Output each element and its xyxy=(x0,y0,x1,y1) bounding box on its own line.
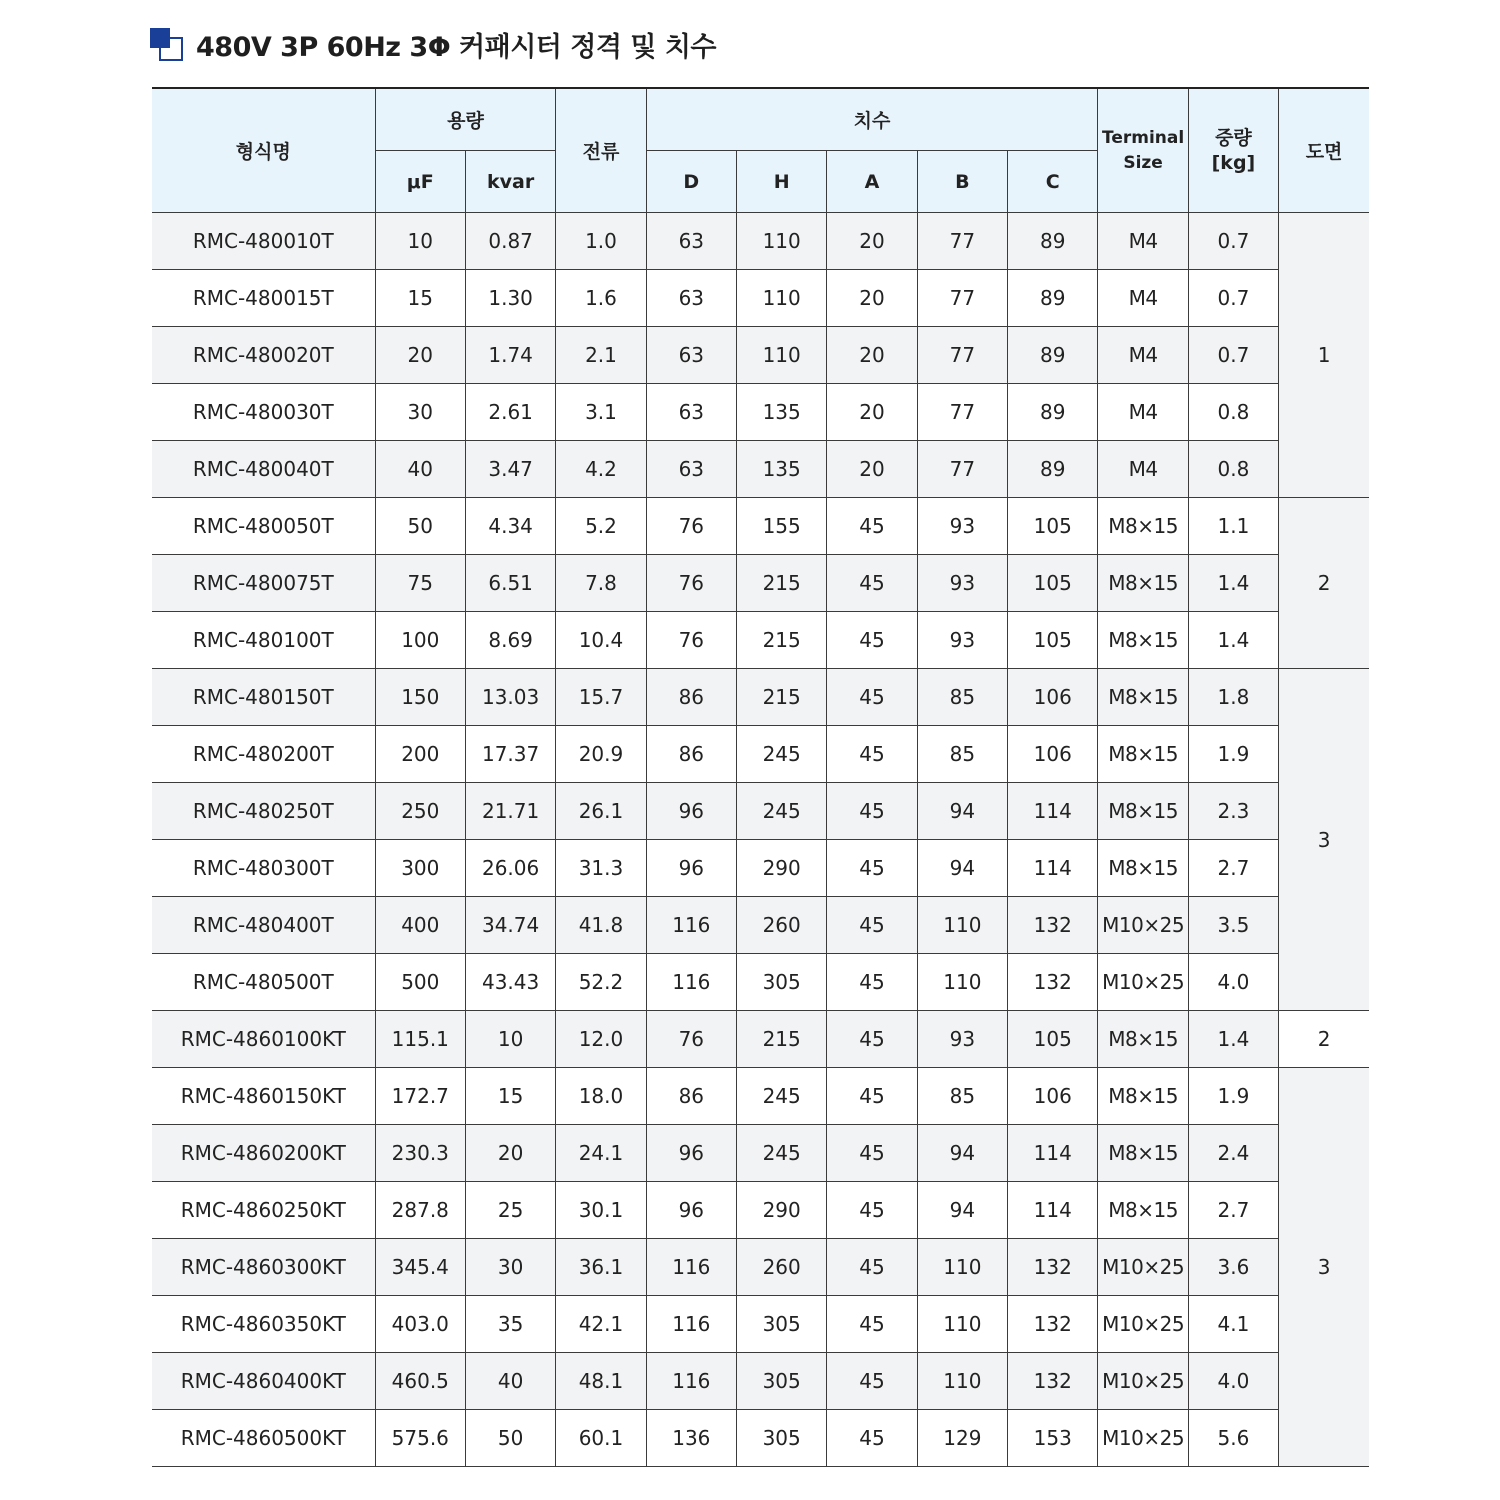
header-current: 전류 xyxy=(556,88,646,213)
cell-kvar: 2.61 xyxy=(465,384,555,441)
table-row xyxy=(152,498,1369,555)
cell-d: 76 xyxy=(646,498,736,555)
cell-terminal: M8×15 xyxy=(1098,1182,1188,1239)
cell-current: 1.6 xyxy=(556,270,646,327)
cell-d: 96 xyxy=(646,840,736,897)
cell-kvar: 13.03 xyxy=(465,669,555,726)
cell-drawing: 2 xyxy=(1279,1011,1369,1068)
cell-terminal: M4 xyxy=(1098,441,1188,498)
table-row xyxy=(152,840,1369,897)
table-row xyxy=(152,1239,1369,1296)
cell-weight: 1.4 xyxy=(1188,1011,1278,1068)
cell-weight: 2.7 xyxy=(1188,840,1278,897)
header-c: C xyxy=(1008,151,1098,213)
cell-model: RMC-480300T xyxy=(152,840,375,897)
cell-current: 18.0 xyxy=(556,1068,646,1125)
cell-model: RMC-480500T xyxy=(152,954,375,1011)
cell-a: 45 xyxy=(827,1353,917,1410)
cell-current: 20.9 xyxy=(556,726,646,783)
cell-h: 110 xyxy=(736,270,826,327)
header-terminal-line2: Size xyxy=(1123,152,1163,173)
cell-drawing: 3 xyxy=(1279,669,1369,1011)
table-row xyxy=(152,783,1369,840)
cell-weight: 1.9 xyxy=(1188,1068,1278,1125)
cell-model: RMC-480015T xyxy=(152,270,375,327)
cell-b: 94 xyxy=(917,783,1007,840)
cell-a: 20 xyxy=(827,384,917,441)
cell-weight: 0.7 xyxy=(1188,327,1278,384)
table-row xyxy=(152,1296,1369,1353)
cell-kvar: 6.51 xyxy=(465,555,555,612)
cell-d: 86 xyxy=(646,1068,736,1125)
header-weight-line2: [kg] xyxy=(1211,151,1256,174)
table-row xyxy=(152,1125,1369,1182)
cell-weight: 1.8 xyxy=(1188,669,1278,726)
cell-a: 45 xyxy=(827,612,917,669)
table-row xyxy=(152,897,1369,954)
cell-drawing: 1 xyxy=(1279,213,1369,498)
cell-h: 110 xyxy=(736,327,826,384)
cell-b: 94 xyxy=(917,1125,1007,1182)
cell-current: 52.2 xyxy=(556,954,646,1011)
cell-a: 45 xyxy=(827,1239,917,1296)
cell-terminal: M10×25 xyxy=(1098,1353,1188,1410)
cell-terminal: M8×15 xyxy=(1098,1011,1188,1068)
cell-terminal: M10×25 xyxy=(1098,1296,1188,1353)
cell-uf: 75 xyxy=(375,555,465,612)
cell-c: 114 xyxy=(1008,783,1098,840)
cell-uf: 100 xyxy=(375,612,465,669)
cell-b: 93 xyxy=(917,612,1007,669)
cell-model: RMC-4860350KT xyxy=(152,1296,375,1353)
cell-c: 106 xyxy=(1008,1068,1098,1125)
cell-uf: 20 xyxy=(375,327,465,384)
cell-h: 215 xyxy=(736,612,826,669)
cell-d: 63 xyxy=(646,213,736,270)
table-row xyxy=(152,270,1369,327)
table-row xyxy=(152,1011,1369,1068)
cell-kvar: 40 xyxy=(465,1353,555,1410)
cell-model: RMC-480020T xyxy=(152,327,375,384)
cell-uf: 115.1 xyxy=(375,1011,465,1068)
cell-a: 45 xyxy=(827,783,917,840)
table-row xyxy=(152,384,1369,441)
cell-b: 85 xyxy=(917,726,1007,783)
cell-model: RMC-4860150KT xyxy=(152,1068,375,1125)
cell-weight: 1.9 xyxy=(1188,726,1278,783)
cell-b: 110 xyxy=(917,1239,1007,1296)
cell-kvar: 1.30 xyxy=(465,270,555,327)
cell-a: 45 xyxy=(827,840,917,897)
cell-b: 94 xyxy=(917,1182,1007,1239)
cell-d: 63 xyxy=(646,384,736,441)
cell-current: 36.1 xyxy=(556,1239,646,1296)
cell-a: 45 xyxy=(827,1182,917,1239)
cell-b: 77 xyxy=(917,270,1007,327)
cell-terminal: M8×15 xyxy=(1098,555,1188,612)
cell-terminal: M10×25 xyxy=(1098,897,1188,954)
cell-b: 110 xyxy=(917,954,1007,1011)
table-row xyxy=(152,327,1369,384)
cell-terminal: M8×15 xyxy=(1098,726,1188,783)
cell-b: 110 xyxy=(917,897,1007,954)
cell-h: 245 xyxy=(736,1068,826,1125)
cell-terminal: M8×15 xyxy=(1098,1125,1188,1182)
cell-kvar: 10 xyxy=(465,1011,555,1068)
cell-model: RMC-480200T xyxy=(152,726,375,783)
cell-kvar: 35 xyxy=(465,1296,555,1353)
table-row xyxy=(152,726,1369,783)
cell-terminal: M4 xyxy=(1098,213,1188,270)
cell-kvar: 43.43 xyxy=(465,954,555,1011)
cell-d: 116 xyxy=(646,954,736,1011)
cell-b: 93 xyxy=(917,1011,1007,1068)
cell-model: RMC-480100T xyxy=(152,612,375,669)
cell-model: RMC-480040T xyxy=(152,441,375,498)
cell-c: 89 xyxy=(1008,270,1098,327)
cell-b: 85 xyxy=(917,1068,1007,1125)
cell-a: 45 xyxy=(827,726,917,783)
header-terminal-size xyxy=(1098,88,1188,213)
table-row xyxy=(152,612,1369,669)
cell-kvar: 20 xyxy=(465,1125,555,1182)
cell-terminal: M4 xyxy=(1098,384,1188,441)
cell-uf: 230.3 xyxy=(375,1125,465,1182)
cell-model: RMC-480075T xyxy=(152,555,375,612)
table-row xyxy=(152,555,1369,612)
cell-current: 7.8 xyxy=(556,555,646,612)
cell-kvar: 0.87 xyxy=(465,213,555,270)
cell-uf: 403.0 xyxy=(375,1296,465,1353)
cell-d: 76 xyxy=(646,612,736,669)
cell-terminal: M4 xyxy=(1098,270,1188,327)
cell-model: RMC-4860400KT xyxy=(152,1353,375,1410)
cell-kvar: 26.06 xyxy=(465,840,555,897)
cell-a: 20 xyxy=(827,327,917,384)
cell-b: 77 xyxy=(917,441,1007,498)
cell-model: RMC-4860300KT xyxy=(152,1239,375,1296)
cell-current: 4.2 xyxy=(556,441,646,498)
cell-d: 76 xyxy=(646,555,736,612)
cell-weight: 2.7 xyxy=(1188,1182,1278,1239)
cell-d: 76 xyxy=(646,1011,736,1068)
table-row xyxy=(152,213,1369,270)
cell-weight: 4.1 xyxy=(1188,1296,1278,1353)
header-weight-line1: 중량 xyxy=(1215,126,1252,149)
cell-kvar: 15 xyxy=(465,1068,555,1125)
header-model: 형식명 xyxy=(152,88,375,213)
cell-terminal: M10×25 xyxy=(1098,954,1188,1011)
cell-current: 26.1 xyxy=(556,783,646,840)
cell-terminal: M4 xyxy=(1098,327,1188,384)
cell-c: 132 xyxy=(1008,1239,1098,1296)
header-kvar: kvar xyxy=(465,151,555,213)
cell-uf: 15 xyxy=(375,270,465,327)
cell-b: 85 xyxy=(917,669,1007,726)
cell-c: 106 xyxy=(1008,726,1098,783)
cell-c: 132 xyxy=(1008,1353,1098,1410)
cell-b: 94 xyxy=(917,840,1007,897)
cell-weight: 1.4 xyxy=(1188,555,1278,612)
cell-c: 89 xyxy=(1008,384,1098,441)
cell-c: 89 xyxy=(1008,213,1098,270)
cell-h: 215 xyxy=(736,669,826,726)
page-title-bar xyxy=(150,24,716,64)
cell-c: 105 xyxy=(1008,555,1098,612)
cell-h: 245 xyxy=(736,783,826,840)
cell-weight: 0.7 xyxy=(1188,270,1278,327)
cell-kvar: 3.47 xyxy=(465,441,555,498)
cell-uf: 172.7 xyxy=(375,1068,465,1125)
cell-h: 305 xyxy=(736,954,826,1011)
cell-weight: 3.5 xyxy=(1188,897,1278,954)
cell-model: RMC-4860200KT xyxy=(152,1125,375,1182)
cell-d: 116 xyxy=(646,897,736,954)
table-row xyxy=(152,1068,1369,1125)
table-row xyxy=(152,1182,1369,1239)
cell-b: 93 xyxy=(917,498,1007,555)
cell-d: 63 xyxy=(646,327,736,384)
cell-h: 110 xyxy=(736,213,826,270)
header-uf: μF xyxy=(375,151,465,213)
cell-uf: 500 xyxy=(375,954,465,1011)
cell-current: 12.0 xyxy=(556,1011,646,1068)
cell-model: RMC-480050T xyxy=(152,498,375,555)
cell-h: 215 xyxy=(736,555,826,612)
cell-b: 110 xyxy=(917,1353,1007,1410)
cell-terminal: M10×25 xyxy=(1098,1410,1188,1467)
cell-uf: 460.5 xyxy=(375,1353,465,1410)
cell-d: 116 xyxy=(646,1239,736,1296)
cell-h: 305 xyxy=(736,1353,826,1410)
cell-current: 1.0 xyxy=(556,213,646,270)
cell-model: RMC-4860100KT xyxy=(152,1011,375,1068)
cell-b: 110 xyxy=(917,1296,1007,1353)
cell-c: 153 xyxy=(1008,1410,1098,1467)
cell-current: 48.1 xyxy=(556,1353,646,1410)
cell-terminal: M8×15 xyxy=(1098,783,1188,840)
cell-h: 135 xyxy=(736,384,826,441)
cell-kvar: 30 xyxy=(465,1239,555,1296)
cell-weight: 2.4 xyxy=(1188,1125,1278,1182)
cell-h: 155 xyxy=(736,498,826,555)
cell-a: 45 xyxy=(827,897,917,954)
table-row xyxy=(152,954,1369,1011)
cell-uf: 150 xyxy=(375,669,465,726)
cell-model: RMC-480400T xyxy=(152,897,375,954)
cell-weight: 0.8 xyxy=(1188,384,1278,441)
header-h: H xyxy=(736,151,826,213)
cell-current: 60.1 xyxy=(556,1410,646,1467)
cell-weight: 1.4 xyxy=(1188,612,1278,669)
cell-kvar: 1.74 xyxy=(465,327,555,384)
cell-kvar: 50 xyxy=(465,1410,555,1467)
cell-d: 86 xyxy=(646,669,736,726)
cell-h: 260 xyxy=(736,1239,826,1296)
cell-a: 45 xyxy=(827,1011,917,1068)
header-drawing: 도면 xyxy=(1279,88,1369,213)
cell-model: RMC-4860500KT xyxy=(152,1410,375,1467)
cell-current: 24.1 xyxy=(556,1125,646,1182)
cell-h: 135 xyxy=(736,441,826,498)
cell-weight: 2.3 xyxy=(1188,783,1278,840)
cell-c: 114 xyxy=(1008,1125,1098,1182)
cell-current: 10.4 xyxy=(556,612,646,669)
cell-a: 45 xyxy=(827,1125,917,1182)
cell-a: 45 xyxy=(827,1068,917,1125)
cell-weight: 0.7 xyxy=(1188,213,1278,270)
cell-current: 2.1 xyxy=(556,327,646,384)
cell-h: 245 xyxy=(736,1125,826,1182)
cell-model: RMC-4860250KT xyxy=(152,1182,375,1239)
cell-c: 89 xyxy=(1008,327,1098,384)
cell-c: 105 xyxy=(1008,498,1098,555)
cell-d: 63 xyxy=(646,270,736,327)
cell-kvar: 25 xyxy=(465,1182,555,1239)
cell-d: 136 xyxy=(646,1410,736,1467)
cell-c: 132 xyxy=(1008,897,1098,954)
cell-h: 260 xyxy=(736,897,826,954)
cell-uf: 345.4 xyxy=(375,1239,465,1296)
page-title: 480V 3P 60Hz 3Φ 커패시터 정격 및 치수 xyxy=(196,31,716,63)
cell-a: 20 xyxy=(827,270,917,327)
table-body xyxy=(152,213,1369,1467)
capacitor-spec-table xyxy=(152,87,1369,1467)
cell-a: 20 xyxy=(827,441,917,498)
cell-a: 45 xyxy=(827,1410,917,1467)
cell-b: 129 xyxy=(917,1410,1007,1467)
cell-uf: 40 xyxy=(375,441,465,498)
cell-kvar: 17.37 xyxy=(465,726,555,783)
cell-b: 93 xyxy=(917,555,1007,612)
cell-weight: 4.0 xyxy=(1188,1353,1278,1410)
cell-c: 132 xyxy=(1008,1296,1098,1353)
cell-uf: 10 xyxy=(375,213,465,270)
cell-terminal: M8×15 xyxy=(1098,840,1188,897)
cell-kvar: 8.69 xyxy=(465,612,555,669)
cell-weight: 0.8 xyxy=(1188,441,1278,498)
cell-d: 116 xyxy=(646,1296,736,1353)
cell-current: 42.1 xyxy=(556,1296,646,1353)
cell-weight: 4.0 xyxy=(1188,954,1278,1011)
cell-a: 45 xyxy=(827,669,917,726)
title-square-fill xyxy=(150,28,170,48)
cell-c: 114 xyxy=(1008,1182,1098,1239)
cell-weight: 5.6 xyxy=(1188,1410,1278,1467)
cell-d: 96 xyxy=(646,1125,736,1182)
cell-d: 63 xyxy=(646,441,736,498)
cell-c: 132 xyxy=(1008,954,1098,1011)
cell-uf: 575.6 xyxy=(375,1410,465,1467)
cell-uf: 30 xyxy=(375,384,465,441)
cell-b: 77 xyxy=(917,327,1007,384)
cell-h: 215 xyxy=(736,1011,826,1068)
table-row xyxy=(152,1353,1369,1410)
cell-drawing: 2 xyxy=(1279,498,1369,669)
cell-a: 45 xyxy=(827,555,917,612)
cell-a: 45 xyxy=(827,1296,917,1353)
title-square-icon xyxy=(150,28,182,60)
cell-c: 114 xyxy=(1008,840,1098,897)
cell-current: 3.1 xyxy=(556,384,646,441)
table-row xyxy=(152,1410,1369,1467)
cell-terminal: M8×15 xyxy=(1098,1068,1188,1125)
cell-uf: 287.8 xyxy=(375,1182,465,1239)
header-dimensions: 치수 xyxy=(646,88,1098,151)
cell-uf: 200 xyxy=(375,726,465,783)
cell-current: 15.7 xyxy=(556,669,646,726)
cell-uf: 250 xyxy=(375,783,465,840)
header-weight xyxy=(1188,88,1278,213)
cell-a: 20 xyxy=(827,213,917,270)
cell-kvar: 34.74 xyxy=(465,897,555,954)
cell-current: 31.3 xyxy=(556,840,646,897)
cell-d: 96 xyxy=(646,783,736,840)
cell-h: 305 xyxy=(736,1410,826,1467)
cell-model: RMC-480030T xyxy=(152,384,375,441)
cell-weight: 1.1 xyxy=(1188,498,1278,555)
cell-c: 105 xyxy=(1008,1011,1098,1068)
cell-d: 116 xyxy=(646,1353,736,1410)
cell-uf: 400 xyxy=(375,897,465,954)
cell-b: 77 xyxy=(917,384,1007,441)
cell-current: 30.1 xyxy=(556,1182,646,1239)
cell-uf: 50 xyxy=(375,498,465,555)
header-terminal-line1: Terminal xyxy=(1101,127,1185,148)
cell-c: 89 xyxy=(1008,441,1098,498)
cell-c: 106 xyxy=(1008,669,1098,726)
header-capacity: 용량 xyxy=(375,88,556,151)
cell-terminal: M8×15 xyxy=(1098,669,1188,726)
cell-h: 290 xyxy=(736,1182,826,1239)
cell-h: 290 xyxy=(736,840,826,897)
cell-h: 305 xyxy=(736,1296,826,1353)
cell-uf: 300 xyxy=(375,840,465,897)
table-row xyxy=(152,669,1369,726)
cell-terminal: M8×15 xyxy=(1098,612,1188,669)
cell-terminal: M10×25 xyxy=(1098,1239,1188,1296)
cell-terminal: M8×15 xyxy=(1098,498,1188,555)
header-a: A xyxy=(827,151,917,213)
cell-model: RMC-480010T xyxy=(152,213,375,270)
cell-current: 41.8 xyxy=(556,897,646,954)
cell-weight: 3.6 xyxy=(1188,1239,1278,1296)
cell-d: 96 xyxy=(646,1182,736,1239)
cell-drawing: 3 xyxy=(1279,1068,1369,1467)
cell-current: 5.2 xyxy=(556,498,646,555)
cell-model: RMC-480250T xyxy=(152,783,375,840)
table-row xyxy=(152,441,1369,498)
cell-model: RMC-480150T xyxy=(152,669,375,726)
cell-kvar: 21.71 xyxy=(465,783,555,840)
header-d: D xyxy=(646,151,736,213)
cell-c: 105 xyxy=(1008,612,1098,669)
cell-a: 45 xyxy=(827,954,917,1011)
cell-a: 45 xyxy=(827,498,917,555)
table-header xyxy=(152,88,1369,213)
cell-b: 77 xyxy=(917,213,1007,270)
header-b: B xyxy=(917,151,1007,213)
cell-h: 245 xyxy=(736,726,826,783)
cell-kvar: 4.34 xyxy=(465,498,555,555)
cell-d: 86 xyxy=(646,726,736,783)
